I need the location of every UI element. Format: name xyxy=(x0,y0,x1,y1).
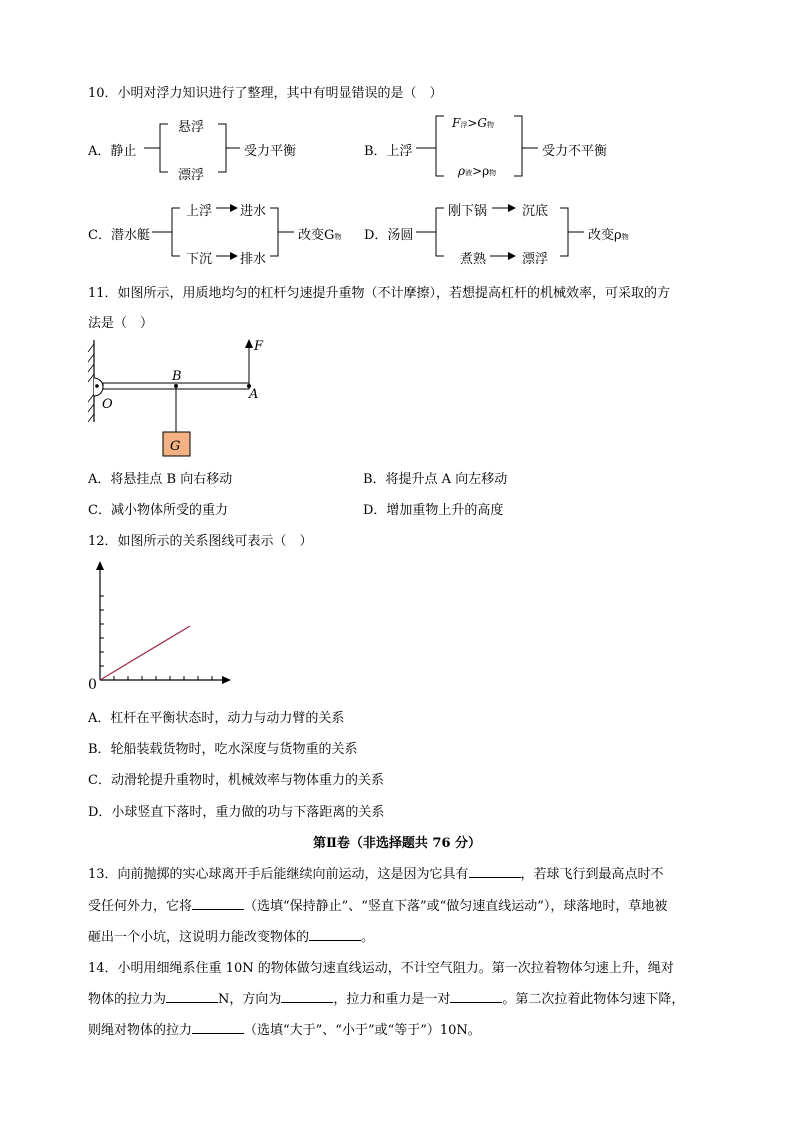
q12-option-b: B．轮船装载货物时，吃水深度与货物重的关系 xyxy=(88,742,358,757)
x-axis-arrowhead xyxy=(222,676,231,684)
q14-blank-2[interactable] xyxy=(281,990,333,1003)
q11-lever-figure xyxy=(84,334,274,462)
q13-blank-3[interactable] xyxy=(309,928,361,941)
y-axis-arrowhead xyxy=(96,561,104,570)
q14-blank-1[interactable] xyxy=(166,990,218,1003)
q13-line2: 受任何外力，它将 （选填“保持静止”、“竖直下落”或“做匀速直线运动”），球落地时，草地被 xyxy=(88,899,668,914)
q10-option-c xyxy=(88,194,358,270)
section-title: 第Ⅱ卷（非选择题共 76 分） xyxy=(312,836,482,851)
q10-c-bottom-a: 下沉 xyxy=(186,252,213,267)
q12-stem: 12．如图所示的关系图线可表示（ ） xyxy=(88,534,313,549)
q10-c-result: 改变G物 xyxy=(298,228,342,243)
q12-option-a: A．杠杆在平衡状态时，动力与动力臂的关系 xyxy=(88,711,345,726)
q10-b-label: B．上浮 xyxy=(364,144,413,159)
relation-line xyxy=(100,626,190,680)
q14-line2: 物体的拉力为 N，方向为 ，拉力和重力是一对 。第二次拉着此物体匀速下降， xyxy=(88,992,685,1007)
q10-a-label: A．静止 xyxy=(88,144,137,159)
q14-blank-4[interactable] xyxy=(192,1021,244,1034)
q10-c-arrowhead-bottom xyxy=(230,252,238,260)
q10-option-b xyxy=(364,110,654,186)
q13-line3: 砸出一个小坑，这说明力能改变物体的 。 xyxy=(88,930,375,945)
q13-blank-2[interactable] xyxy=(192,897,244,910)
q10-a-bottom: 漂浮 xyxy=(178,168,205,183)
q11-stem-line2: 法是（ ） xyxy=(88,316,154,331)
q10-d-label: D．汤圆 xyxy=(364,228,414,243)
q10-d-top-b: 沉底 xyxy=(522,204,549,219)
pivot-dot xyxy=(95,384,99,388)
hinge xyxy=(94,378,103,396)
q10-a-top: 悬浮 xyxy=(178,120,205,135)
origin-label: 0 xyxy=(88,677,97,692)
q12-option-d: D．小球竖直下落时，重力做的功与下落距离的关系 xyxy=(88,805,385,820)
q10-b-top: F浮>G物 xyxy=(452,116,494,130)
label-a: A xyxy=(249,387,259,402)
q13-blank-1[interactable] xyxy=(469,865,521,878)
q10-b-result: 受力不平衡 xyxy=(542,144,608,159)
q10-d-arrowhead-bottom xyxy=(508,252,516,260)
q10-c-bottom-b: 排水 xyxy=(240,252,267,267)
q10-b-bottom: ρ液>ρ物 xyxy=(458,164,497,178)
q10-d-bottom-b: 漂浮 xyxy=(522,252,549,267)
q11-option-b: B．将提升点 A 向左移动 xyxy=(363,472,508,487)
q10-c-label: C．潜水艇 xyxy=(88,228,150,243)
q11-options-row1 xyxy=(88,468,718,488)
q10-c-top-a: 上浮 xyxy=(186,204,213,219)
label-g: G xyxy=(170,439,181,454)
label-o: O xyxy=(102,397,113,412)
q11-stem-line1: 11．如图所示，用质地均匀的杠杆匀速提升重物（不计摩擦），若想提高杠杆的机械效率，可采取的方 xyxy=(88,286,671,301)
q10-stem: 10．小明对浮力知识进行了整理，其中有明显错误的是（ ） xyxy=(88,86,443,101)
force-arrowhead xyxy=(245,339,253,348)
point-b xyxy=(174,384,178,388)
q11-options-row2 xyxy=(88,499,718,519)
q11-option-c: C．减小物体所受的重力 xyxy=(88,503,228,518)
q14-blank-3[interactable] xyxy=(450,990,502,1003)
q10-option-d xyxy=(364,194,664,270)
q14-line1: 14．小明用细绳系住重 10N 的物体做匀速直线运动，不计空气阻力。第一次拉着物体匀速上升，绳对 xyxy=(88,961,674,976)
q10-d-arrowhead-top xyxy=(508,204,516,212)
q12-graph xyxy=(84,558,234,692)
q10-d-result: 改变ρ物 xyxy=(588,228,629,243)
label-f: F xyxy=(254,339,264,354)
q10-c-arrowhead-top xyxy=(230,204,238,212)
q10-d-top-a: 刚下锅 xyxy=(448,204,488,219)
q13-line1: 13．向前抛掷的实心球离开手后能继续向前运动，这是因为它具有 ，若球飞行到最高点时不 xyxy=(88,867,664,882)
wall-hatching xyxy=(88,344,94,422)
q12-option-c: C．动滑轮提升重物时，机械效率与物体重力的关系 xyxy=(88,773,384,788)
q10-d-bottom-a: 煮熟 xyxy=(460,252,487,267)
label-b: B xyxy=(172,369,182,384)
q14-line3: 则绳对物体的拉力 （选填“大于”、“小于”或“等于”）10N。 xyxy=(88,1023,481,1038)
q10-c-top-b: 进水 xyxy=(240,204,267,219)
q11-option-a: A．将悬挂点 B 向右移动 xyxy=(88,472,233,487)
q10-option-a xyxy=(88,110,328,186)
q10-a-result: 受力平衡 xyxy=(244,144,297,159)
q11-option-d: D．增加重物上升的高度 xyxy=(363,503,504,518)
